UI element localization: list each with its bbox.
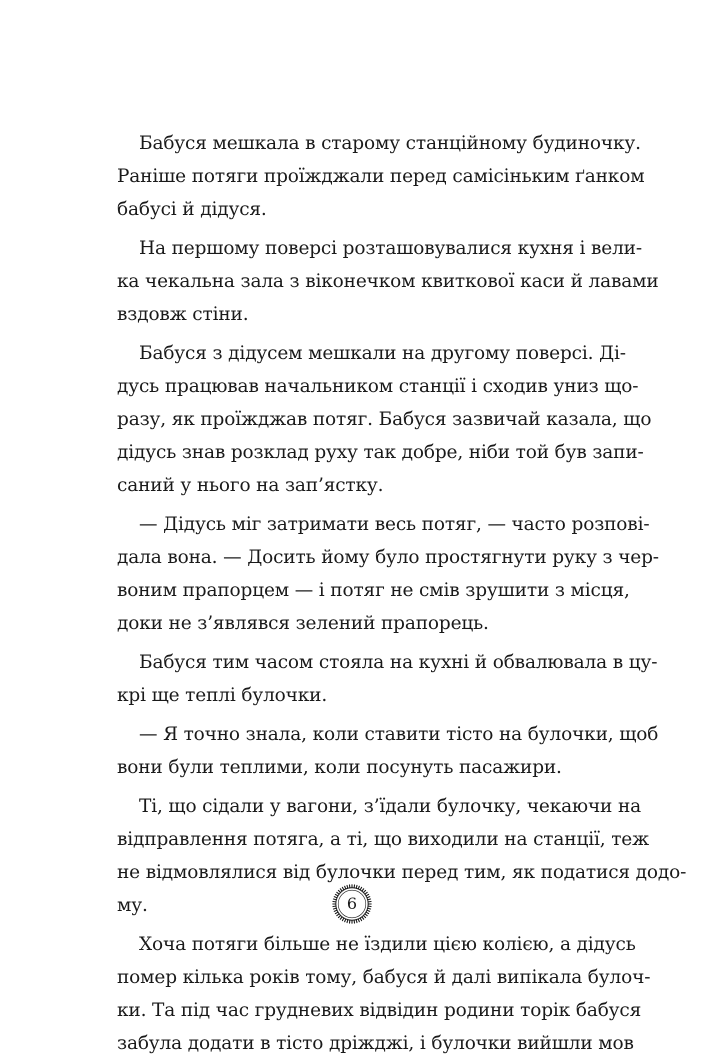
text-line: разу, як проїжджав потяг. Бабуся зазвичай казала, що xyxy=(117,403,603,436)
text-line: забула додати в тісто дріжджі, і булочки вийшли мов xyxy=(117,1027,603,1060)
text-line: ки. Та під час грудневих відвідин родини торік бабуся xyxy=(117,994,603,1027)
text-line: ка чекальна зала з віконечком квиткової каси й лавами xyxy=(117,265,603,298)
paragraph-6 xyxy=(117,718,603,784)
text-line: дідусь знав розклад руху так добре, ніби той був запи- xyxy=(117,436,603,469)
text-line: Бабуся тим часом стояла на кухні й обвалювала в цу- xyxy=(117,646,603,679)
text-line: помер кілька років тому, бабуся й далі випікала булоч- xyxy=(117,961,603,994)
text-line: Раніше потяги проїжджали перед самісіньким ґанком xyxy=(117,160,603,193)
text-line: бабусі й дідуся. xyxy=(117,193,603,226)
text-line: Ті, що сідали у вагони, з’їдали булочку, чекаючи на xyxy=(117,790,603,823)
text-line: вони були теплими, коли посунуть пасажири. xyxy=(117,751,603,784)
text-line: відправлення потяга, а ті, що виходили на станції, теж xyxy=(117,823,603,856)
text-line: Хоча потяги більше не їздили цією колією, а дідусь xyxy=(117,928,603,961)
text-line: саний у нього на зап’ястку. xyxy=(117,469,603,502)
text-line: крі ще теплі булочки. xyxy=(117,679,603,712)
text-line: Бабуся з дідусем мешкали на другому поверсі. Ді- xyxy=(117,337,603,370)
text-line: дусь працював начальником станції і сходив униз що- xyxy=(117,370,603,403)
paragraph-3 xyxy=(117,337,603,502)
text-line: вздовж стіни. xyxy=(117,298,603,331)
paragraph-1 xyxy=(117,127,603,226)
text-line: доки не з’являвся зелений прапорець. xyxy=(117,607,603,640)
text-line: Бабуся мешкала в старому станційному будиночку. xyxy=(117,127,603,160)
text-line: воним прапорцем — і потяг не смів зрушити з місця, xyxy=(117,574,603,607)
paragraph-2 xyxy=(117,232,603,331)
paragraph-5 xyxy=(117,646,603,712)
page-number: 6 xyxy=(332,884,372,924)
text-line: дала вона. — Досить йому було простягнути руку з чер- xyxy=(117,541,603,574)
text-line: На першому поверсі розташовувалися кухня і вели- xyxy=(117,232,603,265)
page-number-badge xyxy=(332,884,372,924)
paragraph-8 xyxy=(117,928,603,1060)
text-line: — Дідусь міг затримати весь потяг, — часто розпові- xyxy=(117,508,603,541)
text-line: не відмовлялися від булочки перед тим, як податися додо- xyxy=(117,856,603,889)
text-line: — Я точно знала, коли ставити тісто на булочки, щоб xyxy=(117,718,603,751)
text-line: му. xyxy=(117,889,603,922)
paragraph-4 xyxy=(117,508,603,640)
